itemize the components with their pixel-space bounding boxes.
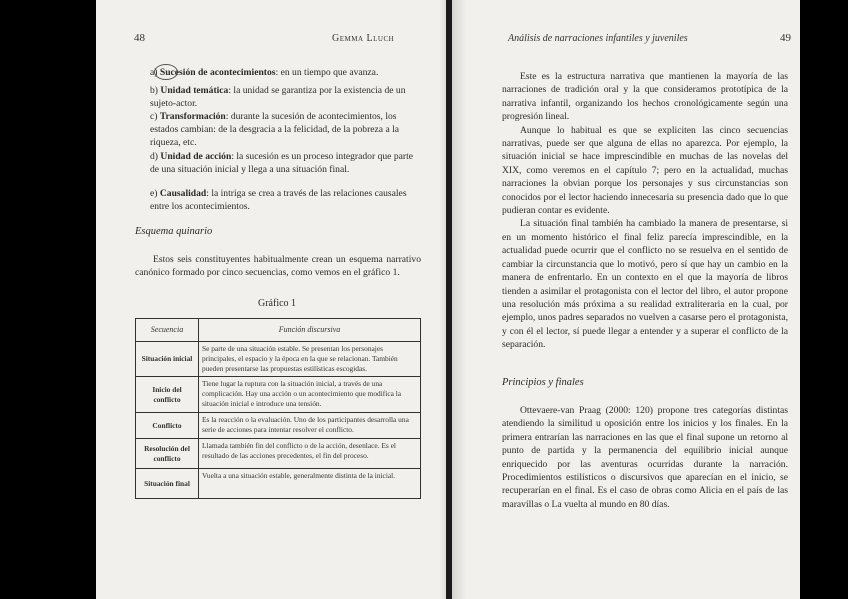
running-header-left: Gemma Lluch xyxy=(332,33,395,44)
right-body xyxy=(502,70,788,352)
intro-paragraph: Estos seis constituyentes habitualmente crean un esquema narrativo canónico formado por cinco secuencias, como vemos en el gráfico 1. xyxy=(135,254,421,279)
running-header-right: Análisis de narraciones infantiles y juveniles xyxy=(508,33,688,44)
section-title-esquema: Esquema quinario xyxy=(135,226,213,237)
list-text: : la unidad se garantiza por la existencia de un sujeto-actor. xyxy=(150,85,406,109)
list-text: : la sucesión es un proceso integrador que parte de una situación inicial y llega a una situación final. xyxy=(150,151,413,175)
right-page xyxy=(452,0,800,599)
table-cell-sequence: Resolución del conflicto xyxy=(136,439,199,469)
chart-caption: Gráfico 1 xyxy=(258,298,297,309)
list-lead: Unidad de acción xyxy=(160,151,232,162)
list-lead: Transformación xyxy=(159,111,226,122)
table-cell-function: Vuelta a una situación estable, generalmente distinta de la inicial. xyxy=(199,469,421,499)
table-header-sequence: Secuencia xyxy=(136,319,199,342)
table-cell-function: Se parte de una situación estable. Se presentan los personajes principales, el espacio y la época en la que se relacionan. También pueden presentarse las propuestas estilísticas escogidas. xyxy=(199,342,421,377)
list-lead: Causalidad xyxy=(159,188,207,199)
page-number-right: 49 xyxy=(780,32,791,44)
list-text: : durante la sucesión de acontecimientos, los estados cambian: de la desgracia a la felicidad, de la pobreza a la riqueza, etc. xyxy=(150,111,400,148)
table-cell-sequence: Situación inicial xyxy=(136,342,199,377)
table-cell-function: Llamada también fin del conflicto o de la acción, desenlace. Es el resultado de las acciones precedentes, el fin del proceso. xyxy=(199,439,421,469)
table-cell-function: Es la reacción o la evaluación. Uno de los participantes desarrolla una serie de acciones para intentar resolver el conflicto. xyxy=(199,413,421,439)
list-text: : la intriga se crea a través de las relaciones causales entre los acontecimientos. xyxy=(150,188,407,212)
list-marker: d) xyxy=(150,151,158,162)
table-row xyxy=(136,439,421,469)
list-item xyxy=(150,66,420,79)
section-title-principios: Principios y finales xyxy=(502,377,584,388)
table-cell-sequence: Conflicto xyxy=(136,413,199,439)
paragraph-1: Este es la estructura narrativa que mantienen la mayoría de las narraciones de tradición oral y la que consideramos prototípica de la narrativa infantil, organizando los hechos cronológicamente según una progresión lineal. xyxy=(502,71,788,123)
last-paragraph: Ottevaere-van Praag (2000: 120) propone tres categorías distintas atendiendo la similitud u oposición entre los inicios y los finales. En la primera entrarían las narraciones en las que el final supone un retorno al punto de partida y la permanencia del equilibrio inicial aunque enriquecido por las aventuras ocurridas durante la narración. Procedimientos estilísticos o discursivos que aparecían en el inicio, se recuperarían en el final. Es el caso de obras como Alicia en el país de las maravillas o La vuelta al mundo en 80 días. xyxy=(502,405,788,510)
paragraph-2: Aunque lo habitual es que se expliciten las cinco secuencias narrativas, puede ser que alguna de ellas no aparezca. Por ejemplo, la situación inicial se hace imprescindible en muchas de las novelas del XIX, como veremos en el capítulo 7; pero en la actualidad, muchas narraciones la obvian porque los personajes y sus circunstancias son conocidos por el lector haciendo innecesaria su presencia dado que lo que pudieran contar es evidente. xyxy=(502,124,788,217)
sequence-table xyxy=(135,318,421,499)
paragraph-3: La situación final también ha cambiado la manera de presentarse, si en un momento histórico el final feliz parecía imprescindible, en la actualidad puede ocurrir que el conflicto no se resuelva en el sentido de cambiar la circunstancia que lo motivó, pero sí que hay un cambio en la manera de enfrentarlo. En un contexto en el que la mayoría de libros tienden a asimilar el protagonista con el lector del libro, el autor propone una resolución más próxima a su realidad extraliteraria en la cual, por ejemplo, unos padres separados no vuelven a casarse pero el protagonista, y con él el lector, sí puede llegar a entender y a superar el conflicto de la separación. xyxy=(502,218,788,351)
table-row xyxy=(136,377,421,413)
list-marker: c) xyxy=(150,111,158,122)
list-marker: b) xyxy=(150,85,158,96)
list-marker: a) xyxy=(150,67,158,78)
list-lead: Unidad temática xyxy=(160,85,229,96)
page-number-left: 48 xyxy=(134,32,145,44)
list-item xyxy=(150,187,420,213)
table-row xyxy=(136,413,421,439)
table-row xyxy=(136,469,421,499)
table-row xyxy=(136,342,421,377)
list-item xyxy=(150,84,420,110)
table-cell-function: Tiene lugar la ruptura con la situación inicial, a través de una complicación. Hay una acción o un acontecimiento que modifica la situación inicial e introduce una tensión. xyxy=(199,377,421,413)
list-marker: e) xyxy=(150,188,158,199)
list-item xyxy=(150,110,420,149)
list-text: : en un tiempo que avanza. xyxy=(275,67,379,78)
table-header-function: Función discursiva xyxy=(199,319,421,342)
list-item xyxy=(150,150,420,176)
table-cell-sequence: Situación final xyxy=(136,469,199,499)
list-lead: Sucesión de acontecimientos xyxy=(159,67,276,78)
table-cell-sequence: Inicio del conflicto xyxy=(136,377,199,413)
